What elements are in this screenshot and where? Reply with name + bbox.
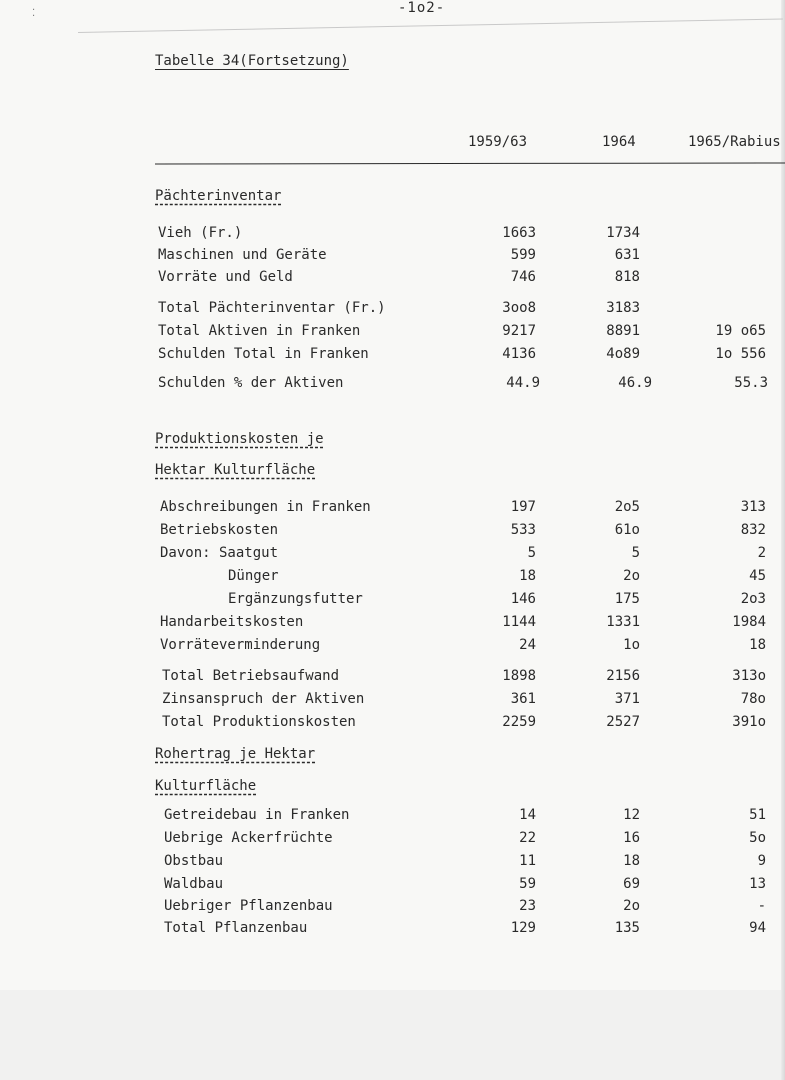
value-1965: 313 xyxy=(740,499,766,515)
row-label: Getreidebau in Franken xyxy=(164,807,350,823)
row-label: Zinsanspruch der Aktiven xyxy=(162,691,365,707)
table-row xyxy=(0,691,785,711)
value-1964: 5 xyxy=(631,545,640,561)
value-1964: 8891 xyxy=(606,323,640,339)
row-label: Total Pflanzenbau xyxy=(164,920,308,936)
row-label: Ergänzungsfutter xyxy=(228,591,363,607)
table-row xyxy=(0,346,785,366)
value-1959-63: 22 xyxy=(519,830,536,846)
value-1964: 16 xyxy=(623,830,640,846)
column-header-1964: 1964 xyxy=(602,134,636,150)
value-1964: 818 xyxy=(614,269,640,285)
value-1965: 55.3 xyxy=(734,375,768,391)
value-1959-63: 1144 xyxy=(502,614,536,630)
value-1959-63: 23 xyxy=(519,898,536,914)
value-1964: 46.9 xyxy=(618,375,652,391)
row-label: Dünger xyxy=(228,568,279,584)
scan-mark: ⁚ xyxy=(32,8,36,19)
table-row xyxy=(0,225,785,245)
row-label: Betriebskosten xyxy=(160,522,279,538)
table-row xyxy=(0,522,785,542)
row-label: Total Betriebsaufwand xyxy=(162,668,340,684)
section-paechterinventar: Pächterinventar xyxy=(155,188,282,204)
value-1965: 832 xyxy=(740,522,766,538)
value-1959-63: 129 xyxy=(510,920,536,936)
value-1964: 1331 xyxy=(606,614,640,630)
value-1965: 2 xyxy=(757,545,766,561)
row-label: Uebriger Pflanzenbau xyxy=(164,898,333,914)
value-1959-63: 14 xyxy=(519,807,536,823)
value-1964: 12 xyxy=(623,807,640,823)
value-1959-63: 18 xyxy=(519,568,536,584)
table-row xyxy=(0,876,785,896)
table-row xyxy=(0,568,785,588)
table-row xyxy=(0,545,785,565)
value-1959-63: 44.9 xyxy=(506,375,540,391)
value-1964: 371 xyxy=(614,691,640,707)
row-label: Vorräte und Geld xyxy=(158,269,293,285)
table-row xyxy=(0,247,785,267)
value-1965: 9 xyxy=(757,853,766,869)
table-row xyxy=(0,591,785,611)
row-label: Total Pächterinventar (Fr.) xyxy=(158,300,386,316)
value-1965: 51 xyxy=(749,807,766,823)
table-row xyxy=(0,499,785,519)
table-row xyxy=(0,300,785,320)
value-1965: 94 xyxy=(749,920,766,936)
section-produktionskosten-line1: Produktionskosten je xyxy=(155,431,324,447)
value-1959-63: 361 xyxy=(510,691,536,707)
row-label: Total Aktiven in Franken xyxy=(158,323,361,339)
value-1964: 1o xyxy=(623,637,640,653)
row-label: Uebrige Ackerfrüchte xyxy=(164,830,333,846)
value-1959-63: 746 xyxy=(510,269,536,285)
value-1965: 313o xyxy=(732,668,766,684)
header-rule xyxy=(155,162,785,164)
scan-shadow xyxy=(0,990,785,1080)
row-label: Davon: Saatgut xyxy=(160,545,279,561)
value-1965: 1o 556 xyxy=(715,346,766,362)
value-1964: 61o xyxy=(614,522,640,538)
table-row xyxy=(0,853,785,873)
value-1965: 18 xyxy=(749,637,766,653)
value-1964: 2o xyxy=(623,898,640,914)
section-produktionskosten-line2: Hektar Kulturfläche xyxy=(155,462,316,478)
row-label: Vorräteverminderung xyxy=(160,637,321,653)
value-1965: 5o xyxy=(749,830,766,846)
value-1964: 135 xyxy=(614,920,640,936)
value-1964: 2156 xyxy=(606,668,640,684)
value-1959-63: 11 xyxy=(519,853,536,869)
row-label: Vieh (Fr.) xyxy=(158,225,243,241)
value-1959-63: 4136 xyxy=(502,346,536,362)
value-1965: 1984 xyxy=(732,614,766,630)
value-1965: 78o xyxy=(740,691,766,707)
value-1964: 2o xyxy=(623,568,640,584)
row-label: Handarbeitskosten xyxy=(160,614,304,630)
value-1959-63: 2259 xyxy=(502,714,536,730)
row-label: Obstbau xyxy=(164,853,224,869)
table-row xyxy=(0,714,785,734)
value-1959-63: 5 xyxy=(527,545,536,561)
table-title: Tabelle 34(Fortsetzung) xyxy=(155,53,349,69)
table-row xyxy=(0,614,785,634)
value-1965: 45 xyxy=(749,568,766,584)
value-1959-63: 59 xyxy=(519,876,536,892)
value-1964: 69 xyxy=(623,876,640,892)
row-label: Schulden Total in Franken xyxy=(158,346,369,362)
value-1964: 3183 xyxy=(606,300,640,316)
row-label: Maschinen und Geräte xyxy=(158,247,327,263)
value-1959-63: 9217 xyxy=(502,323,536,339)
column-header-1965-rabius: 1965/Rabius xyxy=(688,134,781,150)
value-1959-63: 599 xyxy=(510,247,536,263)
section-rohertrag-line1: Rohertrag je Hektar xyxy=(155,746,316,762)
row-label: Total Produktionskosten xyxy=(162,714,356,730)
value-1965: - xyxy=(757,898,766,914)
top-edge-line xyxy=(78,18,783,33)
table-row xyxy=(0,898,785,918)
value-1965: 13 xyxy=(749,876,766,892)
page-number: -1o2- xyxy=(398,0,446,16)
value-1959-63: 3oo8 xyxy=(502,300,536,316)
value-1964: 175 xyxy=(614,591,640,607)
value-1959-63: 533 xyxy=(510,522,536,538)
table-row xyxy=(0,637,785,657)
table-row xyxy=(0,323,785,343)
value-1965: 391o xyxy=(732,714,766,730)
table-row xyxy=(0,375,785,395)
column-header-1959-63: 1959/63 xyxy=(468,134,528,150)
value-1965: 19 o65 xyxy=(715,323,766,339)
row-label: Abschreibungen in Franken xyxy=(160,499,371,515)
value-1959-63: 1898 xyxy=(502,668,536,684)
value-1964: 2o5 xyxy=(614,499,640,515)
value-1964: 2527 xyxy=(606,714,640,730)
table-row xyxy=(0,807,785,827)
row-label: Schulden % der Aktiven xyxy=(158,375,344,391)
value-1964: 18 xyxy=(623,853,640,869)
value-1959-63: 1663 xyxy=(502,225,536,241)
value-1959-63: 197 xyxy=(510,499,536,515)
value-1964: 631 xyxy=(614,247,640,263)
table-row xyxy=(0,269,785,289)
table-row xyxy=(0,920,785,940)
value-1959-63: 24 xyxy=(519,637,536,653)
value-1959-63: 146 xyxy=(510,591,536,607)
section-rohertrag-line2: Kulturfläche xyxy=(155,778,257,794)
value-1964: 4o89 xyxy=(606,346,640,362)
row-label: Waldbau xyxy=(164,876,224,892)
value-1964: 1734 xyxy=(606,225,640,241)
table-row xyxy=(0,830,785,850)
value-1965: 2o3 xyxy=(740,591,766,607)
table-row xyxy=(0,668,785,688)
